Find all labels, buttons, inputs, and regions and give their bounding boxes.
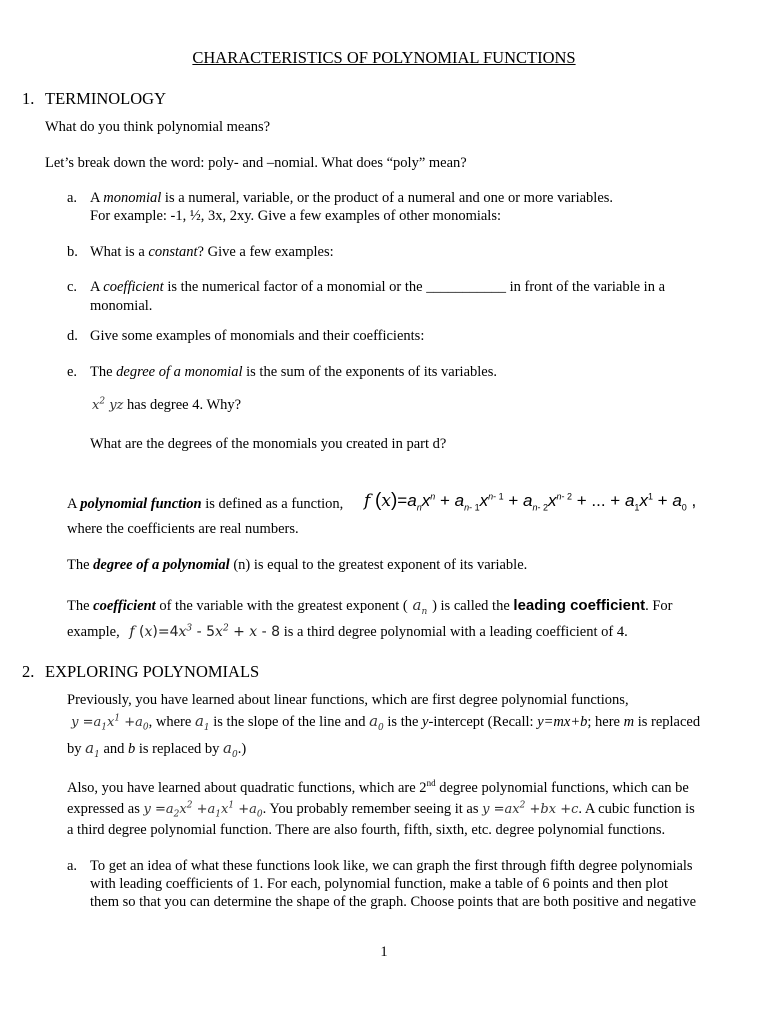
p1-replaced: is replaced [634, 714, 701, 730]
section-2-p2-line1 [67, 779, 689, 797]
p2-expressed: expressed as [67, 801, 140, 817]
term-constant: constant [148, 244, 198, 260]
item-d [67, 327, 424, 345]
page-number: 1 [380, 944, 388, 960]
an-math: $a_n$ [407, 596, 428, 617]
item-e-example-text: has degree 4. Why? [123, 397, 242, 413]
p1-and: and [99, 741, 128, 757]
p1-here: ; here [587, 714, 624, 730]
cubic-example-math: f $(x)=4x^3 - 5x^2 + x - 8$ [129, 623, 281, 640]
item-e [67, 363, 497, 381]
item-c [67, 278, 665, 296]
p2-post: degree polynomial functions, which can be [435, 780, 689, 796]
term-leading-coefficient: leading coefficient [513, 597, 646, 614]
item-e-example [92, 396, 241, 414]
item-b-label: b. [67, 244, 78, 260]
section-2-p1-line2 [67, 712, 700, 731]
lc-mid2: ) is called the [432, 598, 514, 614]
poly-def-text: is defined as a function, [201, 496, 344, 512]
term-coefficient: coefficient [103, 279, 164, 295]
p2-mid: . You probably remember seeing it as [262, 801, 479, 817]
lc-pre: The [67, 598, 94, 614]
item-d-text: Give some examples of monomials and their coefficients: [90, 328, 425, 344]
polynomial-definition [67, 495, 343, 513]
a1-math-2: $a_1$ [85, 739, 100, 760]
section-2-p1-line3 [67, 739, 246, 758]
section-2-item-a-label: a. [67, 858, 78, 874]
quadratic-coef-math: $y =a_2x^2 +a_1x^1 +a_0$ [143, 800, 263, 820]
a0-math: $a_0$ [369, 712, 384, 733]
item-b-text: ? Give a few examples: [197, 244, 334, 260]
lc-example-pre: example, [67, 624, 120, 640]
poly-def-line2: where the coefficients are real numbers. [67, 521, 299, 537]
item-e-label: e. [67, 364, 78, 380]
question-polynomial-meaning: What do you think polynomial means? [45, 119, 271, 135]
p1-eq: y=mx+b [537, 714, 588, 730]
p1-rep: is replaced by [135, 741, 224, 757]
section-1-heading [22, 89, 166, 110]
section-2-item-a-line3: them so that you can determine the shape of the graph. Choose points that are both positive and negative [90, 894, 697, 910]
p1-where: , where [148, 714, 195, 730]
a0-math-2: $a_0$ [223, 739, 238, 760]
p1-is-the: is the [383, 714, 423, 730]
page-title: CHARACTERISTICS OF POLYNOMIAL FUNCTIONS [192, 48, 576, 67]
degree-of-polynomial [67, 556, 527, 574]
monomial-example-math: $x^2$ yz [92, 396, 124, 413]
p2-post2: . A cubic function is [578, 801, 695, 817]
item-d-label: d. [67, 328, 78, 344]
lc-post: . For [645, 598, 673, 614]
section-2-heading [22, 662, 259, 683]
item-e-question: What are the degrees of the monomials you created in part d? [90, 436, 447, 452]
leading-coefficient-example [67, 623, 628, 642]
section-2-item-a-line1: To get an idea of what these functions look like, we can graph the first through fifth degree polynomials [90, 858, 693, 874]
item-c-label: c. [67, 279, 78, 295]
deg-pre: The [67, 557, 94, 573]
item-a [67, 189, 613, 207]
item-a-label: a. [67, 190, 78, 206]
p1-y: y [422, 714, 429, 730]
item-b-pre: What is a [90, 244, 149, 260]
lc-mid: of the variable with the greatest exponent ( [155, 598, 408, 614]
item-a-line2: For example: -1, ½, 3x, 2xy. Give a few examples of other monomials: [90, 208, 502, 224]
item-a-pre: A [90, 190, 104, 206]
deg-text: (n) is equal to the greatest exponent of its variable. [229, 557, 528, 573]
polynomial-general-formula: f $(x)=a_nx^n + a_{n- 1}x^{n- 1} + a_{n- 2}x^{n- 2}$ + ... + $a_1x^1 + a_0$ , [364, 490, 697, 513]
question-poly-meaning: Let’s break down the word: poly- and –nomial. What does “poly” mean? [45, 155, 467, 171]
section-2-number: 2. [22, 662, 35, 681]
p1-end: .) [237, 741, 247, 757]
section-1-title: TERMINOLOGY [45, 89, 166, 108]
item-c-text: is the numerical factor of a monomial or the ___________ in front of the variable in a [163, 279, 665, 295]
section-2-p1-line1: Previously, you have learned about linear functions, which are first degree polynomial functions, [67, 692, 629, 708]
p2-pre: Also, you have learned about quadratic functions, which are 2 [67, 780, 427, 796]
section-2-p2-line2 [67, 800, 695, 818]
item-c-pre: A [90, 279, 104, 295]
item-e-pre: The [90, 364, 117, 380]
item-a-text: is a numeral, variable, or the product of a numeral and one or more variables. [161, 190, 614, 206]
p1-intercept: -intercept (Recall: [428, 714, 538, 730]
item-e-text: is the sum of the exponents of its variables. [242, 364, 498, 380]
term-degree-of-monomial: degree of a monomial [116, 364, 243, 380]
p1-slope: is the slope of the line and [209, 714, 370, 730]
term-coefficient-bold: coefficient [93, 598, 156, 614]
leading-coefficient-definition [67, 596, 673, 616]
a1-math: $a_1$ [194, 712, 210, 733]
p1-m: m [623, 714, 635, 730]
p1-by: by [67, 741, 86, 757]
section-2-item-a [67, 857, 693, 875]
section-2-title: EXPLORING POLYNOMIALS [45, 662, 260, 681]
p1-b: b [128, 741, 136, 757]
linear-eq-math: $y =a_1x^1 +a_0$ [67, 713, 149, 733]
term-degree-of-polynomial: degree of a polynomial [93, 557, 230, 573]
term-polynomial-function: polynomial function [80, 496, 202, 512]
quadratic-std-math: $y =ax^2 +bx +c$ [482, 800, 579, 817]
p2-nd: nd [426, 778, 436, 789]
item-c-line2: monomial. [90, 298, 153, 314]
item-b [67, 243, 334, 261]
section-1-number: 1. [22, 89, 35, 108]
poly-def-pre: A [67, 496, 81, 512]
section-2-item-a-line2: with leading coefficients of 1. For each, polynomial function, make a table of 6 points and then plot [90, 876, 668, 892]
section-2-p2-line3: a third degree polynomial function. There are also fourth, fifth, sixth, etc. degree polynomial functions. [67, 822, 666, 838]
lc-example-post: is a third degree polynomial with a leading coefficient of 4. [280, 624, 628, 640]
term-monomial: monomial [103, 190, 162, 206]
